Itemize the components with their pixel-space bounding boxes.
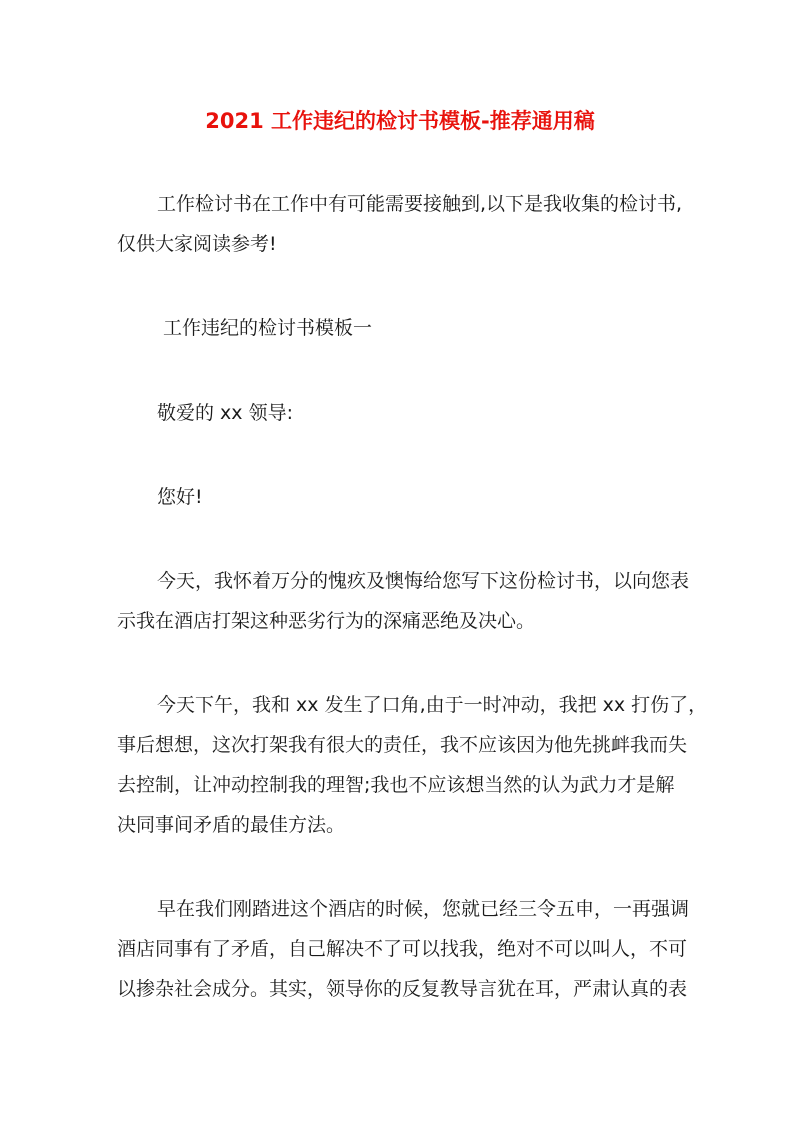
para2-line-4: 决同事间矛盾的最佳方法。: [117, 814, 346, 836]
para1-line-2: 示我在酒店打架这种恶劣行为的深痛恶绝及决心。: [117, 610, 536, 632]
document-title: 2021 工作违纪的检讨书模板-推荐通用稿: [205, 109, 595, 133]
para2-line-1: 今天下午，我和 xx 发生了口角,由于一时冲动，我把 xx 打伤了，: [157, 694, 708, 716]
section-heading: 工作违纪的检讨书模板一: [163, 317, 373, 339]
intro-line-1: 工作检讨书在工作中有可能需要接触到,以下是我收集的检讨书,: [157, 193, 683, 215]
para3-line-2: 酒店同事有了矛盾，自己解决不了可以找我，绝对不可以叫人，不可: [117, 938, 688, 960]
para3-line-3: 以掺杂社会成分。其实，领导你的反复教导言犹在耳，严肃认真的表: [117, 978, 688, 1000]
para1-line-1: 今天，我怀着万分的愧疚及懊悔给您写下这份检讨书，以向您表: [157, 570, 690, 592]
intro-line-2: 仅供大家阅读参考!: [117, 233, 277, 255]
greeting: 您好!: [157, 486, 203, 508]
para2-line-2: 事后想想，这次打架我有很大的责任，我不应该因为他先挑衅我而失: [117, 734, 688, 756]
para2-line-3: 去控制，让冲动控制我的理智;我也不应该想当然的认为武力才是解: [117, 774, 675, 796]
para3-line-1: 早在我们刚踏进这个酒店的时候，您就已经三令五申，一再强调: [157, 898, 690, 920]
salutation: 敬爱的 xx 领导:: [157, 402, 293, 424]
